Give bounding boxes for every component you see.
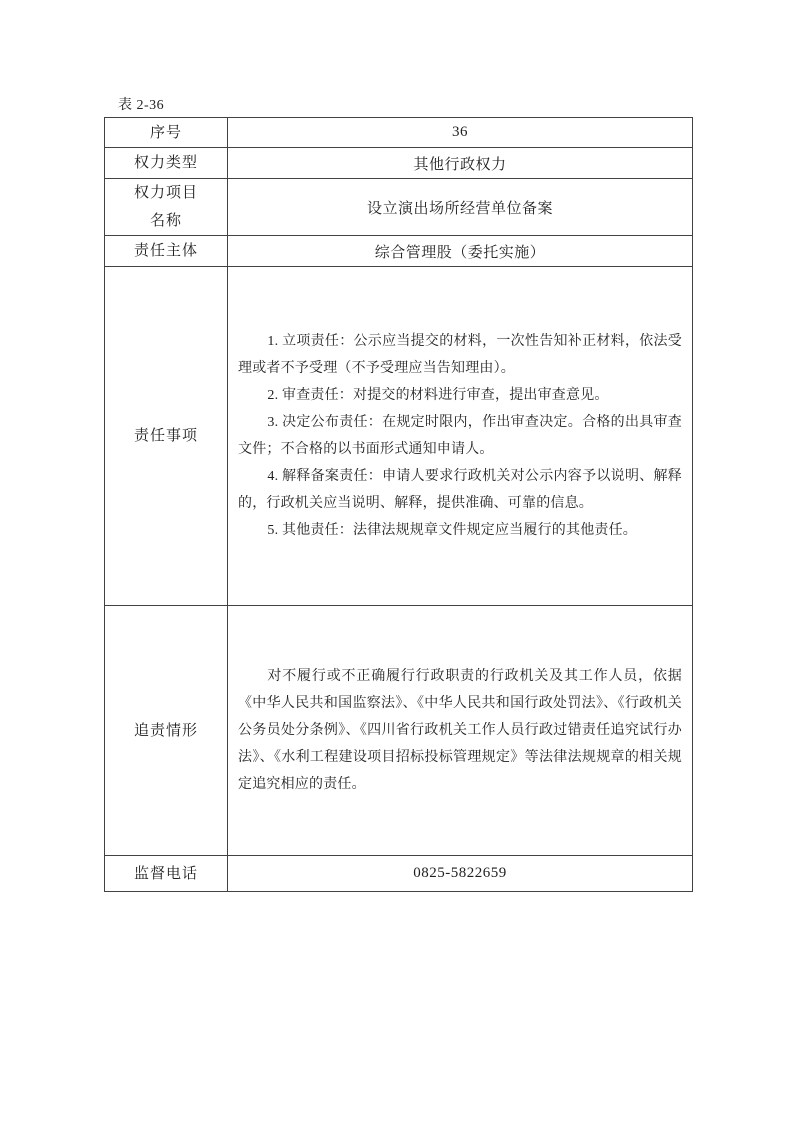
table-row-power-type [105,148,693,179]
row-label-supervision-phone: 监督电话 [105,856,228,892]
duty-table [104,117,693,892]
row-label-responsible-subject: 责任主体 [105,236,228,267]
row-value-power-type: 其他行政权力 [228,148,693,179]
row-value-duty-items [228,267,693,606]
row-label-accountability: 追责情形 [105,606,228,856]
row-value-responsible-subject: 综合管理股（委托实施） [228,236,693,267]
label-line-2: 名称 [149,213,182,229]
row-value-power-item-name: 设立演出场所经营单位备案 [228,179,693,236]
table-row-supervision-phone [105,856,693,892]
paragraph: 4. 解释备案责任：申请人要求行政机关对公示内容予以说明、解释的，行政机关应当说明、解释，提供准确、可靠的信息。 [238,469,682,511]
table-row-responsible-subject [105,236,693,267]
row-label-duty-items: 责任事项 [105,267,228,606]
row-label-sequence: 序号 [105,118,228,148]
paragraph: 2. 审查责任：对提交的材料进行审查，提出审查意见。 [267,388,609,403]
row-value-supervision-phone: 0825-5822659 [228,856,693,892]
paragraph: 3. 决定公布责任：在规定时限内，作出审查决定。合格的出具审查文件；不合格的以书面形式通知申请人。 [238,415,682,457]
table-row-duty-items [105,267,693,606]
row-label-power-item-name [105,179,228,236]
paragraph: 1. 立项责任：公示应当提交的材料，一次性告知补正材料，依法受理或者不予受理（不予受理应当告知理由）。 [238,334,682,376]
table-row-sequence [105,118,693,148]
table-row-accountability [105,606,693,856]
table-row-power-item-name [105,179,693,236]
row-label-power-type: 权力类型 [105,148,228,179]
paragraph: 对不履行或不正确履行行政职责的行政机关及其工作人员，依据《中华人民共和国监察法》、《中华人民共和国行政处罚法》、《行政机关公务员处分条例》、《四川省行政机关工作人员行政过错责任追究试行办法》、《水利工程建设项目招标投标管理规定》等法律法规规章的相关规定追究相应的责任。 [238,669,682,792]
row-value-accountability [228,606,693,856]
label-line-1: 权力项目 [133,185,198,201]
table-caption: 表 2-36 [118,98,165,113]
row-value-sequence: 36 [228,118,693,148]
paragraph: 5. 其他责任：法律法规规章文件规定应当履行的其他责任。 [267,523,637,538]
